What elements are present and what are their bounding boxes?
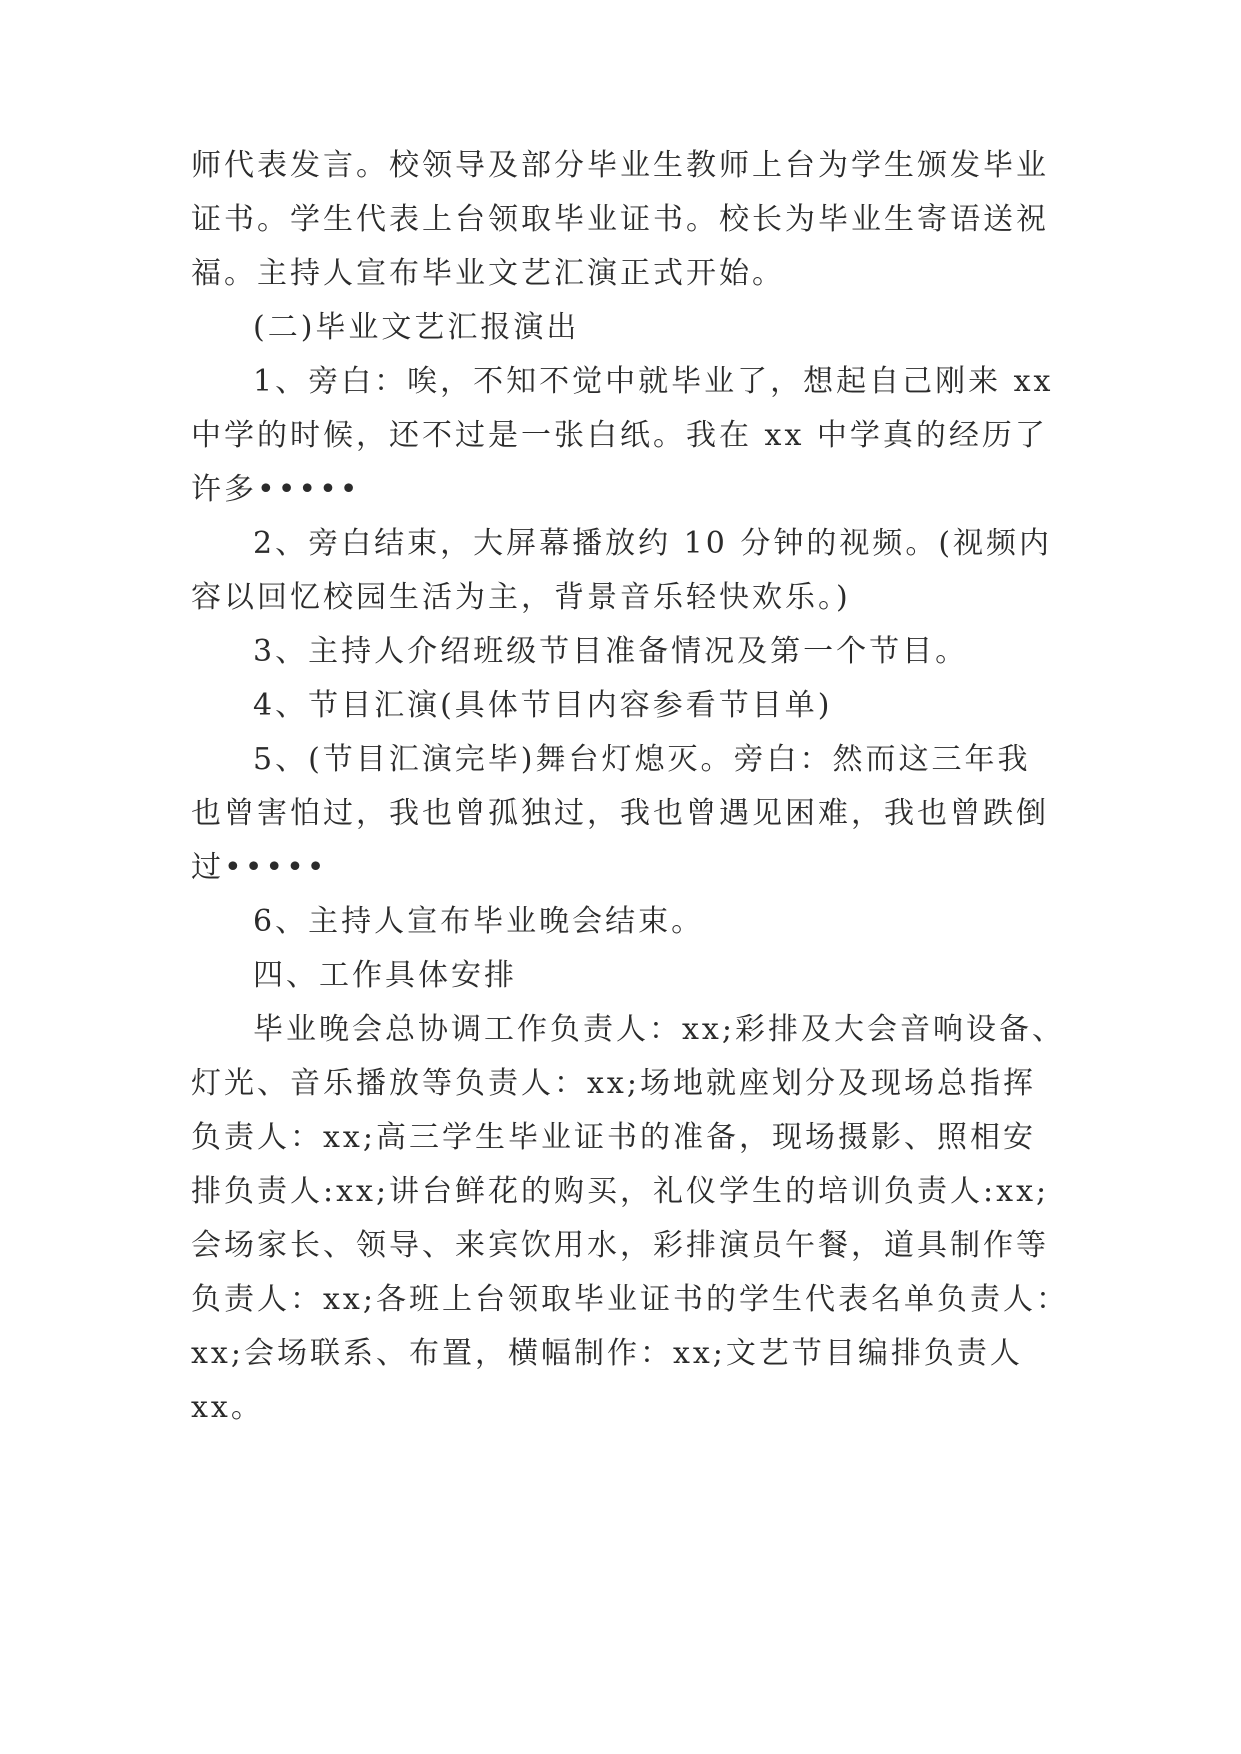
paragraph-line: 1、旁白：唉，不知不觉中就毕业了，想起自己刚来 xx [253, 364, 1054, 399]
section-heading: 四、工作具体安排 [253, 958, 517, 993]
paragraph-line: 2、旁白结束，大屏幕播放约 10 分钟的视频。(视频内 [253, 526, 1053, 561]
paragraph-line: 福。主持人宣布毕业文艺汇演正式开始。 [191, 256, 785, 291]
paragraph-line: 负责人：xx;高三学生毕业证书的准备，现场摄影、照相安 [191, 1120, 1036, 1155]
paragraph-line: 排负责人:xx;讲台鲜花的购买，礼仪学生的培训负责人:xx; [191, 1174, 1050, 1209]
paragraph-line: 也曾害怕过，我也曾孤独过，我也曾遇见困难，我也曾跌倒 [191, 796, 1049, 831]
paragraph-line: xx;会场联系、布置，横幅制作：xx;文艺节目编排负责人 [191, 1336, 1023, 1371]
paragraph-line: 中学的时候，还不过是一张白纸。我在 xx 中学真的经历了 [191, 418, 1048, 453]
paragraph-line: 毕业晚会总协调工作负责人：xx;彩排及大会音响设备、 [253, 1012, 1065, 1047]
paragraph-line: 许多••••• [191, 472, 361, 507]
paragraph-line: 灯光、音乐播放等负责人：xx;场地就座划分及现场总指挥 [191, 1066, 1036, 1101]
paragraph-line: 负责人：xx;各班上台领取毕业证书的学生代表名单负责人： [191, 1282, 1069, 1317]
paragraph-line: 过••••• [191, 850, 328, 885]
paragraph-line: 4、节目汇演(具体节目内容参看节目单) [253, 688, 833, 723]
paragraph-line: xx。 [191, 1390, 264, 1425]
section-heading: (二)毕业文艺汇报演出 [253, 310, 580, 345]
paragraph-line: 师代表发言。校领导及部分毕业生教师上台为学生颁发毕业 [191, 148, 1049, 183]
paragraph-line: 6、主持人宣布毕业晚会结束。 [253, 904, 705, 939]
paragraph-line: 会场家长、领导、来宾饮用水，彩排演员午餐，道具制作等 [191, 1228, 1049, 1263]
paragraph-line: 5、(节目汇演完毕)舞台灯熄灭。旁白：然而这三年我 [253, 742, 1031, 777]
paragraph-line: 证书。学生代表上台领取毕业证书。校长为毕业生寄语送祝 [191, 202, 1049, 237]
paragraph-line: 容以回忆校园生活为主，背景音乐轻快欢乐。) [191, 580, 851, 615]
paragraph-line: 3、主持人介绍班级节目准备情况及第一个节目。 [253, 634, 969, 669]
